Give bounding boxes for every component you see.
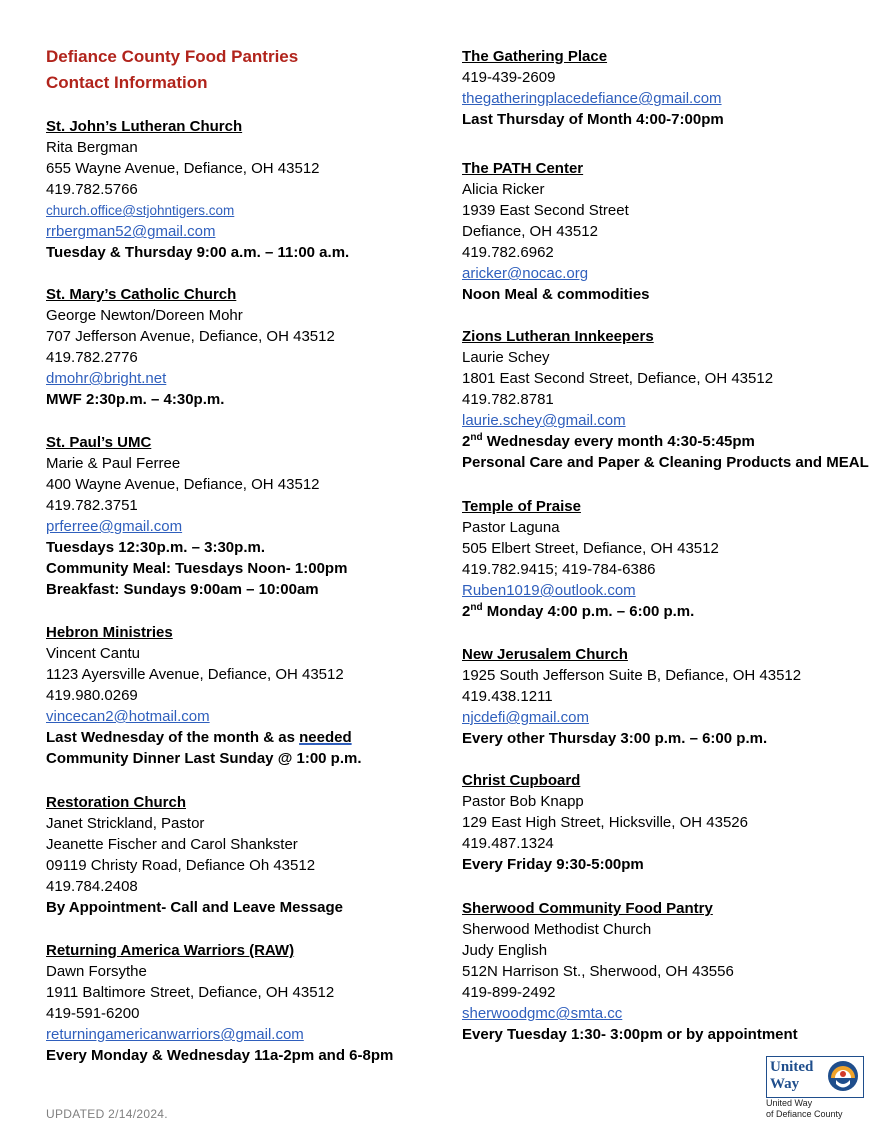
pantry-temple-of-praise	[462, 496, 872, 622]
schedule-text: Wednesday every month 4:30-5:45pm	[482, 433, 755, 450]
schedule: Personal Care and Paper & Cleaning Products and MEAL	[462, 454, 869, 471]
email-link[interactable]: church.office@stjohntigers.com	[46, 203, 235, 218]
address: 1911 Baltimore Street, Defiance, OH 43512	[46, 984, 335, 1001]
schedule: Breakfast: Sundays 9:00am – 10:00am	[46, 581, 319, 598]
phone: 419.438.1211	[462, 688, 553, 705]
pantry-zions-lutheran	[462, 326, 872, 473]
email-link[interactable]: dmohr@bright.net	[46, 370, 167, 387]
address: 1939 East Second Street	[462, 202, 629, 219]
contact-person: Janet Strickland, Pastor	[46, 815, 205, 832]
contact-person: Sherwood Methodist Church	[462, 921, 652, 938]
address: 129 East High Street, Hicksville, OH 43526	[462, 814, 748, 831]
pantry-st-pauls	[46, 432, 446, 600]
address: 1123 Ayersville Avenue, Defiance, OH 43512	[46, 666, 344, 683]
schedule: Tuesdays 12:30p.m. – 3:30p.m.	[46, 539, 265, 556]
schedule-text: Monday 4:00 p.m. – 6:00 p.m.	[482, 603, 695, 620]
logo-caption-line2: of Defiance County	[766, 1109, 843, 1119]
schedule: Noon Meal & commodities	[462, 286, 650, 303]
address: 1801 East Second Street, Defiance, OH 43512	[462, 370, 774, 387]
email-link[interactable]: sherwoodgmc@smta.cc	[462, 1005, 623, 1022]
pantry-name: Christ Cupboard	[462, 772, 581, 789]
email-link[interactable]: prferree@gmail.com	[46, 518, 183, 535]
logo-caption-line1: United Way	[766, 1098, 813, 1108]
schedule: Community Meal: Tuesdays Noon- 1:00pm	[46, 560, 348, 577]
schedule: Every Tuesday 1:30- 3:00pm or by appointment	[462, 1026, 798, 1043]
contact-person: Rita Bergman	[46, 139, 138, 156]
phone: 419-439-2609	[462, 69, 556, 86]
hand-rainbow-icon	[827, 1060, 859, 1092]
schedule: Every Monday & Wednesday 11a-2pm and 6-8pm	[46, 1047, 394, 1064]
pantry-name: St. Paul’s UMC	[46, 434, 152, 451]
schedule-ordinal: 2	[462, 603, 471, 620]
updated-date: UPDATED 2/14/2024.	[46, 1107, 168, 1121]
contact-person: Pastor Laguna	[462, 519, 560, 536]
phone: 419.782.5766	[46, 181, 138, 198]
schedule	[462, 601, 872, 622]
contact-person: Vincent Cantu	[46, 645, 140, 662]
page-title	[46, 44, 298, 96]
page-title-line2: Contact Information	[46, 73, 208, 92]
email-link[interactable]: njcdefi@gmail.com	[462, 709, 589, 726]
contact-person: Pastor Bob Knapp	[462, 793, 584, 810]
pantry-name: Hebron Ministries	[46, 624, 173, 641]
schedule-needed: needed	[299, 729, 352, 746]
address: 512N Harrison St., Sherwood, OH 43556	[462, 963, 734, 980]
schedule-text: Last Wednesday of the month & as	[46, 729, 300, 746]
pantry-gathering-place	[462, 46, 872, 130]
pantry-name: Sherwood Community Food Pantry	[462, 900, 713, 917]
pantry-raw	[46, 940, 446, 1066]
pantry-path-center	[462, 158, 872, 305]
schedule	[46, 727, 446, 748]
email-link[interactable]: Ruben1019@outlook.com	[462, 582, 636, 599]
contact-person: Judy English	[462, 942, 548, 959]
email-link[interactable]: thegatheringplacedefiance@gmail.com	[462, 90, 722, 107]
schedule-ordinal-suffix: nd	[470, 602, 483, 613]
pantry-name: The PATH Center	[462, 160, 584, 177]
phone: 419.487.1324	[462, 835, 554, 852]
address: 400 Wayne Avenue, Defiance, OH 43512	[46, 476, 320, 493]
phone: 419.980.0269	[46, 687, 138, 704]
email-link[interactable]: rrbergman52@gmail.com	[46, 223, 216, 240]
phone: 419.782.9415; 419-784-6386	[462, 561, 656, 578]
page-title-line1: Defiance County Food Pantries	[46, 47, 299, 66]
schedule-ordinal-suffix: nd	[470, 432, 483, 443]
logo-word-united: United	[770, 1059, 814, 1075]
schedule: Tuesday & Thursday 9:00 a.m. – 11:00 a.m.	[46, 244, 350, 261]
pantry-restoration	[46, 792, 446, 918]
pantry-name: Zions Lutheran Innkeepers	[462, 328, 654, 345]
pantry-new-jerusalem	[462, 644, 872, 749]
phone: 419-591-6200	[46, 1005, 140, 1022]
schedule: Community Dinner Last Sunday @ 1:00 p.m.	[46, 750, 362, 767]
pantry-christ-cupboard	[462, 770, 872, 875]
pantry-name: Returning America Warriors (RAW)	[46, 942, 295, 959]
contact-person: Jeanette Fischer and Carol Shankster	[46, 836, 298, 853]
logo-word-way: Way	[770, 1076, 800, 1092]
logo-caption	[766, 1098, 866, 1120]
pantry-name: St. Mary’s Catholic Church	[46, 286, 237, 303]
phone: 419.782.6962	[462, 244, 554, 261]
address: 09119 Christy Road, Defiance Oh 43512	[46, 857, 316, 874]
schedule	[462, 431, 872, 452]
email-link[interactable]: vincecan2@hotmail.com	[46, 708, 210, 725]
pantry-name: Restoration Church	[46, 794, 187, 811]
contact-person: Dawn Forsythe	[46, 963, 147, 980]
pantry-sherwood	[462, 898, 872, 1045]
logo-wordmark	[770, 1059, 813, 1093]
schedule: Every other Thursday 3:00 p.m. – 6:00 p.m.	[462, 730, 768, 747]
pantry-name: The Gathering Place	[462, 48, 608, 65]
pantry-st-marys	[46, 284, 446, 410]
schedule-ordinal: 2	[462, 433, 471, 450]
email-link[interactable]: returningamericanwarriors@gmail.com	[46, 1026, 304, 1043]
phone: 419.782.3751	[46, 497, 138, 514]
address: 505 Elbert Street, Defiance, OH 43512	[462, 540, 719, 557]
schedule: MWF 2:30p.m. – 4:30p.m.	[46, 391, 225, 408]
pantry-name: Temple of Praise	[462, 498, 581, 515]
logo-box	[766, 1056, 864, 1098]
phone: 419-899-2492	[462, 984, 556, 1001]
pantry-hebron	[46, 622, 446, 769]
schedule: By Appointment- Call and Leave Message	[46, 899, 344, 916]
email-link[interactable]: aricker@nocac.org	[462, 265, 589, 282]
schedule: Every Friday 9:30-5:00pm	[462, 856, 644, 873]
email-link[interactable]: laurie.schey@gmail.com	[462, 412, 626, 429]
phone: 419.782.2776	[46, 349, 138, 366]
phone: 419.782.8781	[462, 391, 554, 408]
pantry-name: New Jerusalem Church	[462, 646, 628, 663]
pantry-st-johns	[46, 116, 446, 263]
address: 655 Wayne Avenue, Defiance, OH 43512	[46, 160, 320, 177]
united-way-logo	[766, 1056, 862, 1122]
address: 1925 South Jefferson Suite B, Defiance, OH 43512	[462, 667, 802, 684]
contact-person: Marie & Paul Ferree	[46, 455, 181, 472]
phone: 419.784.2408	[46, 878, 138, 895]
contact-person: Alicia Ricker	[462, 181, 545, 198]
pantry-name: St. John’s Lutheran Church	[46, 118, 243, 135]
schedule: Last Thursday of Month 4:00-7:00pm	[462, 111, 724, 128]
address: Defiance, OH 43512	[462, 223, 598, 240]
address: 707 Jefferson Avenue, Defiance, OH 43512	[46, 328, 335, 345]
contact-person: George Newton/Doreen Mohr	[46, 307, 243, 324]
contact-person: Laurie Schey	[462, 349, 550, 366]
